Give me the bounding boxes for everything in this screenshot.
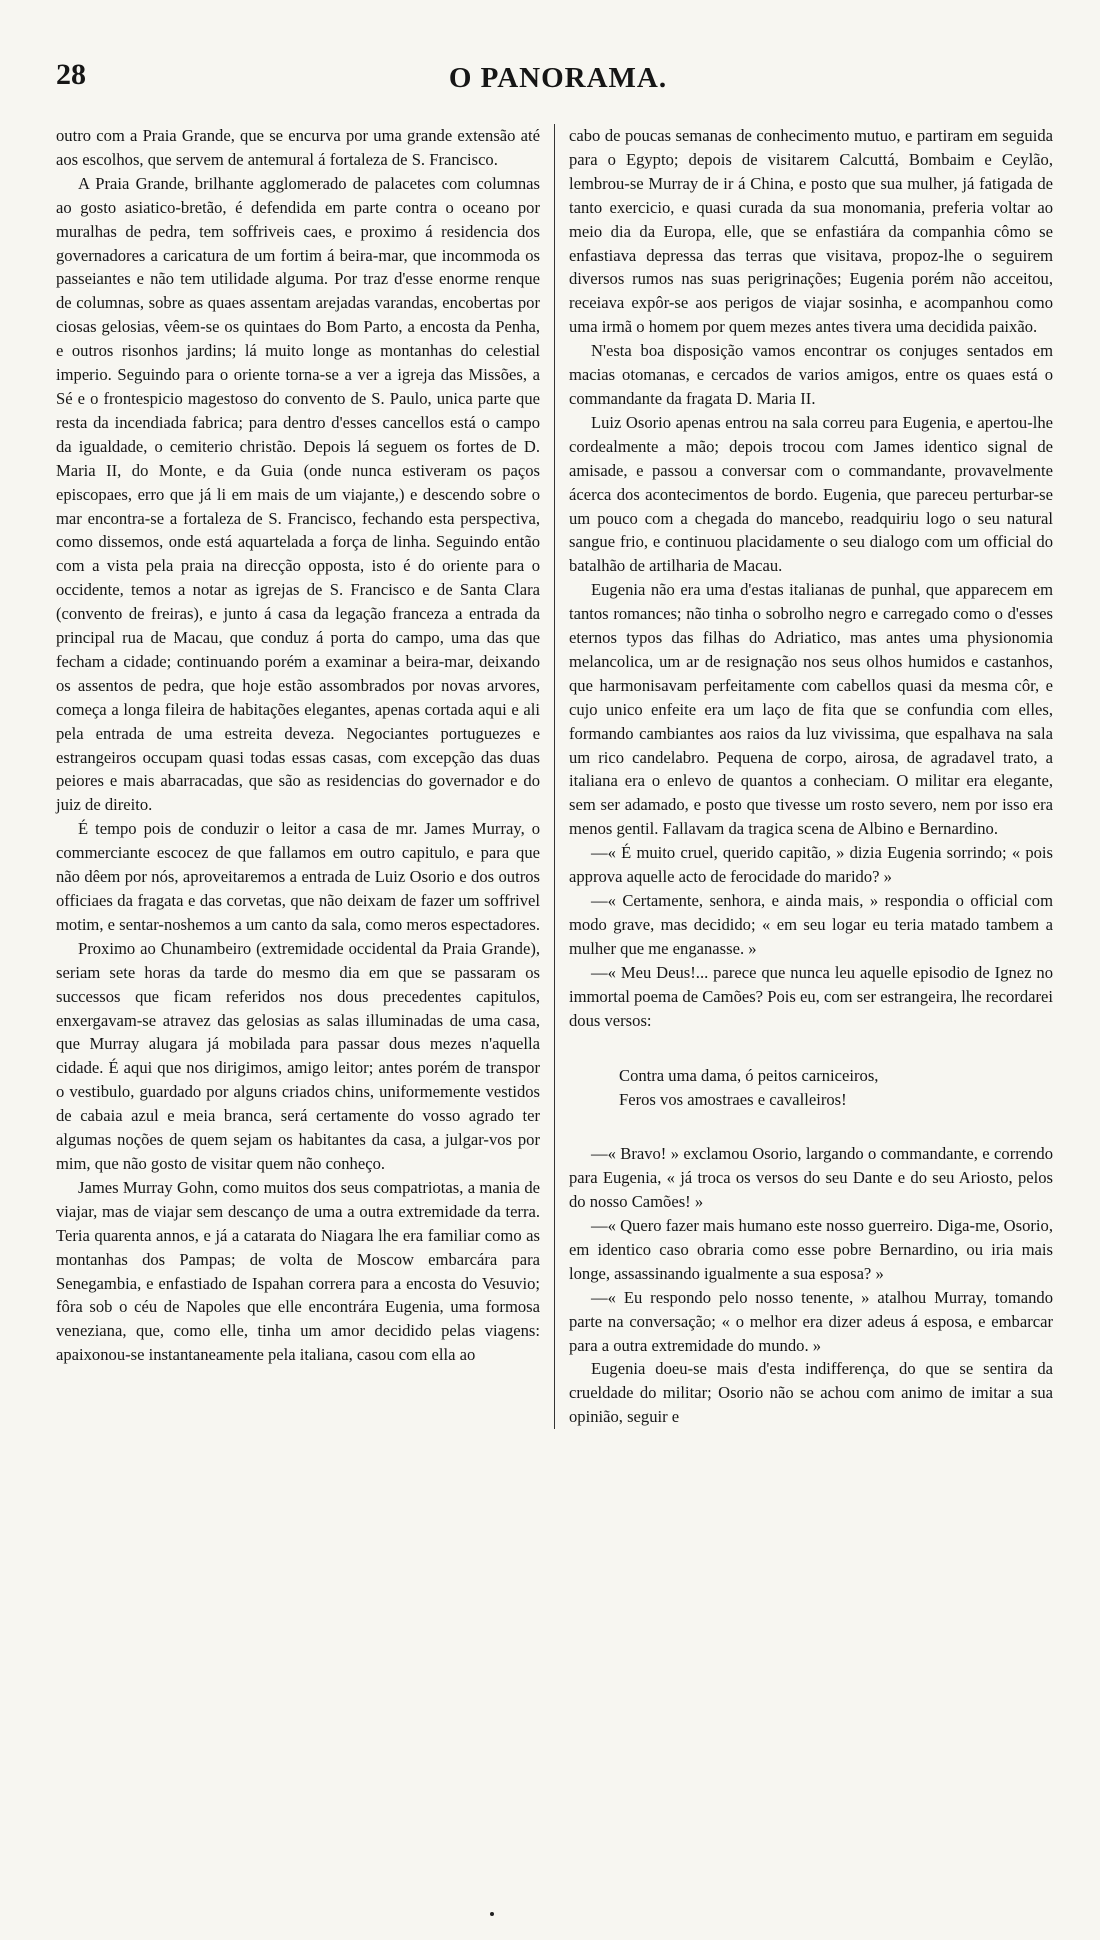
verse-line: Contra uma dama, ó peitos carniceiros, <box>619 1066 879 1086</box>
dialogue-line: —« Meu Deus!... parece que nunca leu aquelle episodio de Ignez no immortal poema de Camões? Pois eu, com ser estrangeira, lhe recordarei dous versos: <box>569 962 1053 1030</box>
paragraph: Eugenia não era uma d'estas italianas de punhal, que apparecem em tantos romances; não tinha o sobrolho negro e carregado como o d'esses eternos typos das filhas do Adriatico, mas antes uma physionomia melancolica, um ar de resignação nos seus olhos humidos e castanhos, que harmonisavam perfeitamente com cabellos quasi da mesma côr, e cujo unico enfeite era um laço de fita que se confundia com elles, formando cambiantes aos raios da luz vivissima, que espalhava na sala um rico candelabro. Pequena de corpo, airosa, de agradavel trato, a italiana era o enlevo de quantos a conheciam. O militar era elegante, sem ser adamado, e posto que tivesse um rosto severo, nem por isso era menos gentil. Fallavam da tragica scena de Albino e Bernardino. <box>569 580 1053 839</box>
paragraph: Luiz Osorio apenas entrou na sala correu para Eugenia, e apertou-lhe cordealmente a mão; depois trocou com James identico signal de amisade, e passou a conversar com o commandante, provavelmente ácerca dos acontecimentos de bordo. Eugenia, que pareceu perturbar-se um pouco com a chegada do mancebo, readquiriu logo o seu natural sangue frio, e continuou placidamente o seu dialogo com um official do batalhão de artilharia de Macau. <box>569 412 1053 576</box>
paragraph: cabo de poucas semanas de conhecimento mutuo, e partiram em seguida para o Egypto; depois de visitarem Calcuttá, Bombaim e Ceylão, lembrou-se Murray de ir á China, e posto que sua mulher, já fatigada de tanto exercicio, e quasi curada da sua monomania, preferia voltar ao meio dia da Europa, elle, que se enfastiára da companhia cômo se enfastiava depressa das terras que visitava, propoz-lhe o seguirem diversos rumos nas suas perigrinações; Eugenia porém não acceitou, receiava expôr-se aos perigos de viajar sosinha, e acompanhou como uma irmã o homem por quem mezes antes tivera uma decidida paixão. <box>569 126 1053 337</box>
paragraph: Proximo ao Chunambeiro (extremidade occidental da Praia Grande), seriam sete horas da tarde do mesmo dia em que se passaram os successos que ficam referidos nos dous precedentes capitulos, enxergavam-se atravez das gelosias as salas illuminadas de uma casa, que Murray alugara já mobilada para passar dous mezes n'aquella cidade. É aqui que nos dirigimos, amigo leitor; antes porém de transpor o vestibulo, guardado por alguns criados chins, uniformemente vestidos de cabaia azul e meia branca, será certamente do vosso agrado ter algumas noções de quem sejam os habitantes da casa, a julgar-vos por mim, que não gosto de visitar quem não conheço. <box>56 938 540 1173</box>
paragraph: Eugenia doeu-se mais d'esta indifferença, do que se sentira da crueldade do militar; Osorio não se achou com animo de imitar a sua opinião, seguir e <box>569 1359 1053 1427</box>
dialogue-line: —« É muito cruel, querido capitão, » dizia Eugenia sorrindo; « pois approva aquelle acto de ferocidade do marido? » <box>569 843 1053 887</box>
paragraph: É tempo pois de conduzir o leitor a casa de mr. James Murray, o commerciante escocez de que fallamos em outro capitulo, e para que não dêem por nós, aproveitaremos a entrada de Luiz Osorio e dos outros officiaes da fragata e das corvetas, que não deixam de fazer um soffrivel motim, e sentar-noshemos a um canto da sala, como meros espectadores. <box>56 819 540 934</box>
paragraph: N'esta boa disposição vamos encontrar os conjuges sentados em macias otomanas, e cercados de varios amigos, entre os quaes está o commandante da fragata D. Maria II. <box>569 341 1053 408</box>
verse-quote <box>619 1064 1053 1112</box>
text-columns <box>56 124 1060 1429</box>
verse-line: Feros vos amostraes e cavalleiros! <box>619 1090 847 1110</box>
printer-mark <box>490 1912 494 1916</box>
paragraph: A Praia Grande, brilhante agglomerado de palacetes com columnas ao gosto asiatico-bretão, é defendida em parte contra o oceano por muralhas de pedra, tem soffriveis caes, e proximo á residencia dos governadores a caricatura de um fortim á beira-mar, que incommoda os passeiantes e não tem utilidade alguma. Por traz d'esse enorme renque de columnas, sobre as quaes assentam arejadas varandas, encobertas por ciosas gelosias, vêem-se os quintaes do Bom Parto, a encosta da Penha, e outros risonhos jardins; lá muito longe as montanhas do celestial imperio. Seguindo para o oriente torna-se a ver a igreja das Missões, a Sé e o frontespicio magestoso do convento de S. Paulo, unica parte que resta da incendiada fabrica; para dentro d'esses cancellos está o campo da igualdade, o cemiterio christão. Depois lá seguem os fortes de D. Maria II, do Monte, e da Guia (onde nunca estiveram os paços episcopaes, erro que já li em mais de um viajante,) e descendo sobre o mar encontra-se a fortaleza de S. Francisco, fechando esta perspectiva, como dissemos, onde está aquartelada a força de linha. Seguindo então com a vista pela praia na direcção opposta, isto é do oriente para o occidente, temos a notar as igrejas de S. Francisco e de Santa Clara (convento de freiras), e junto á casa da legação franceza a entrada da principal rua de Macau, que conduz á porta do campo, uma das que fecham a cidade; continuando porém a examinar a beira-mar, deixando os assentos de pedra, que hoje estão assombrados por novas arvores, começa a longa fileira de habitações elegantes, apenas cortada aqui e ali pela entrada de uma estreita deveza. Negociantes portuguezes e estrangeiros occupam quasi todas essas casas, com excepção das duas peiores e mais abarracadas, que são as residencias do governador e do juiz de direito. <box>56 173 540 815</box>
paragraph: James Murray Gohn, como muitos dos seus compatriotas, a mania de viajar, mas de viajar sem descanço de uma a outra extremidade da terra. Teria quarenta annos, e já a catarata do Niagara lhe era familiar como as montanhas dos Pampas; de volta de Moscow embarcára para Senegambia, e enfastiado de Ispahan correra para a encosta do Vesuvio; fôra sob o céu de Napoles que elle encontrára Eugenia, uma formosa veneziana, que, como elle, tinha um amor decidido pelas viagens: apaixonou-se instantaneamente pela italiana, casou com ella ao <box>56 1177 540 1365</box>
column-divider <box>554 124 555 1429</box>
page-number: 28 <box>56 58 86 91</box>
journal-title: O PANORAMA. <box>448 62 668 94</box>
dialogue-line: —« Eu respondo pelo nosso tenente, » atalhou Murray, tomando parte na conversação; « o melhor era dizer adeus á esposa, e embarcar para a outra extremidade do mundo. » <box>569 1287 1053 1355</box>
paragraph: outro com a Praia Grande, que se encurva por uma grande extensão até aos escolhos, que servem de antemural á fortaleza de S. Francisco. <box>56 126 540 169</box>
left-column <box>56 124 540 1429</box>
dialogue-line: —« Certamente, senhora, e ainda mais, » respondia o official com modo grave, mas decidido; « em seu logar eu teria matado tambem a mulher que me enganasse. » <box>569 891 1053 958</box>
page-header <box>56 58 1060 102</box>
right-column <box>569 124 1053 1429</box>
dialogue-line: —« Bravo! » exclamou Osorio, largando o commandante, e correndo para Eugenia, « já troca os versos do seu Dante e do seu Ariosto, pelos do nosso Camões! » <box>569 1144 1053 1212</box>
dialogue-line: —« Quero fazer mais humano este nosso guerreiro. Diga-me, Osorio, em identico caso obraria como esse pobre Bernardino, ou iria mais longe, assassinando igualmente a sua esposa? » <box>569 1215 1053 1283</box>
